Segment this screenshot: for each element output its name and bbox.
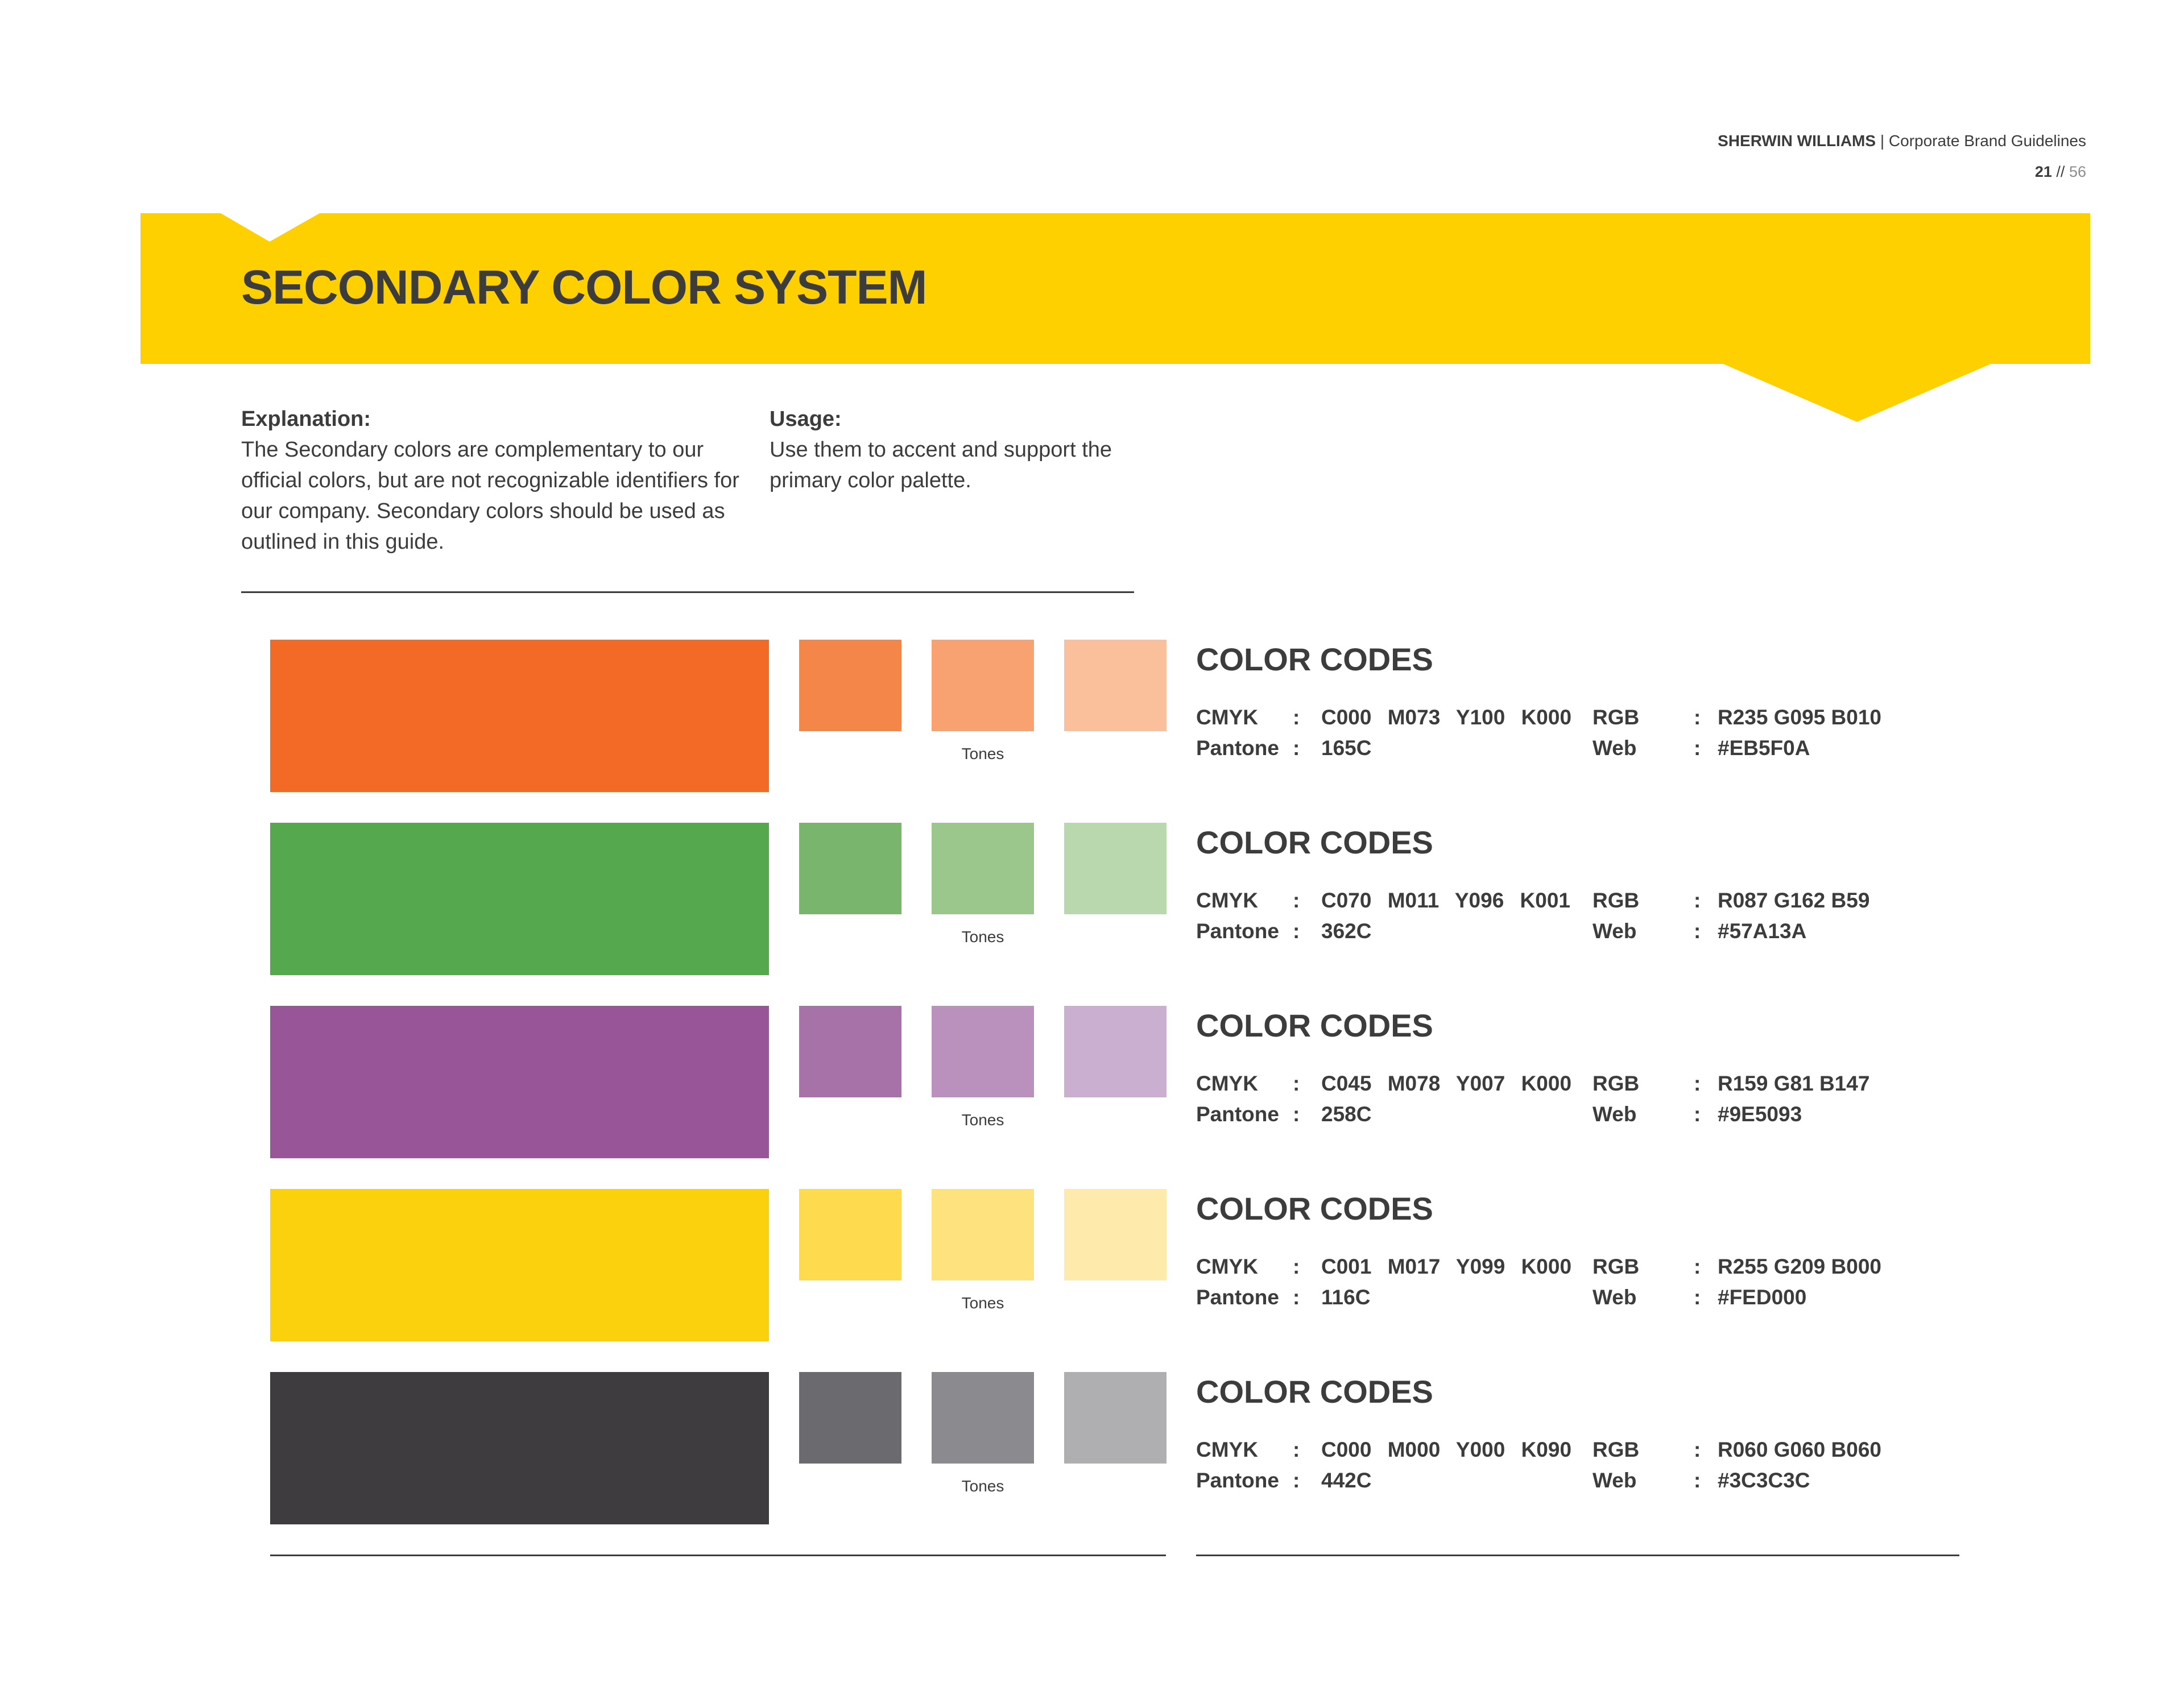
tone-swatch <box>932 1189 1034 1280</box>
color-codes-heading: COLOR CODES <box>1196 641 1433 677</box>
tone-swatch <box>799 640 901 731</box>
color-codes-heading: COLOR CODES <box>1196 1008 1433 1043</box>
web-value: #3C3C3C <box>1718 1469 1810 1492</box>
rgb-value: R235 G095 B010 <box>1718 706 1881 729</box>
cmyk-rgb-line <box>1196 1251 2106 1282</box>
web-label: Web <box>1592 736 1637 760</box>
tone-swatch <box>932 640 1034 731</box>
color-codes-heading: COLOR CODES <box>1196 824 1433 860</box>
rgb-label: RGB <box>1592 1438 1640 1461</box>
page-slashes: // <box>2056 163 2065 180</box>
pantone-label: Pantone <box>1196 1102 1279 1126</box>
cmyk-value: C045 M078 Y007 K000 <box>1321 1072 1572 1095</box>
tone-swatch <box>799 1189 901 1280</box>
colon: : <box>1293 1286 1300 1309</box>
tones-label: Tones <box>961 928 1004 946</box>
usage-heading: Usage: <box>770 407 842 431</box>
banner-shape <box>140 213 2090 422</box>
tone-swatch <box>799 1006 901 1097</box>
tone-swatch <box>1064 1372 1167 1464</box>
rgb-label: RGB <box>1592 889 1640 912</box>
cmyk-label: CMYK <box>1196 1255 1258 1278</box>
title-banner <box>0 0 2184 432</box>
tone-swatch <box>932 823 1034 914</box>
colon: : <box>1694 1102 1701 1126</box>
cmyk-rgb-line <box>1196 1435 2106 1465</box>
web-label: Web <box>1592 1469 1637 1492</box>
page-total: 56 <box>2069 163 2086 180</box>
pantone-web-line <box>1196 1465 2106 1496</box>
colon: : <box>1293 1438 1300 1461</box>
colon: : <box>1694 1072 1701 1095</box>
web-value: #57A13A <box>1718 919 1807 943</box>
tone-swatch <box>1064 640 1167 731</box>
tone-swatch <box>932 1372 1034 1464</box>
pantone-value: 258C <box>1321 1102 1372 1126</box>
usage-block <box>770 404 1134 496</box>
web-label: Web <box>1592 1286 1637 1309</box>
explanation-text: The Secondary colors are complementary to our official colors, but are not recognizable identifiers for our company. Secondary colors should be used as outlined in this guide. <box>241 438 739 554</box>
colon: : <box>1694 1469 1701 1492</box>
rgb-label: RGB <box>1592 706 1640 729</box>
rgb-value: R255 G209 B000 <box>1718 1255 1881 1278</box>
color-codes-heading: COLOR CODES <box>1196 1191 1433 1226</box>
color-codes-heading: COLOR CODES <box>1196 1374 1433 1410</box>
swatch-row-charcoal <box>0 1372 2184 1526</box>
colon: : <box>1694 706 1701 729</box>
main-swatch <box>270 640 769 792</box>
colon: : <box>1293 1469 1300 1492</box>
cmyk-value: C070 M011 Y096 K001 <box>1321 889 1571 912</box>
tone-swatch <box>1064 823 1167 914</box>
page-title: SECONDARY COLOR SYSTEM <box>241 260 927 314</box>
tones-label: Tones <box>961 1111 1004 1129</box>
usage-text: Use them to accent and support the primary color palette. <box>770 438 1112 492</box>
colon: : <box>1293 1255 1300 1278</box>
document-title: Corporate Brand Guidelines <box>1888 132 2086 150</box>
web-label: Web <box>1592 1102 1637 1126</box>
web-value: #FED000 <box>1718 1286 1807 1309</box>
cmyk-label: CMYK <box>1196 889 1258 912</box>
cmyk-value: C000 M073 Y100 K000 <box>1321 706 1572 729</box>
swatch-row-orange <box>0 640 2184 793</box>
cmyk-label: CMYK <box>1196 706 1258 729</box>
header-separator: | <box>1880 132 1885 150</box>
tone-swatch <box>1064 1189 1167 1280</box>
pantone-value: 116C <box>1321 1286 1371 1309</box>
pantone-value: 442C <box>1321 1469 1372 1492</box>
colon: : <box>1694 889 1701 912</box>
explanation-heading: Explanation: <box>241 407 371 431</box>
page-current: 21 <box>2034 163 2052 180</box>
web-value: #9E5093 <box>1718 1102 1802 1126</box>
pantone-value: 362C <box>1321 919 1372 943</box>
web-label: Web <box>1592 919 1637 943</box>
colon: : <box>1293 919 1300 943</box>
explanation-block <box>241 404 742 557</box>
colon: : <box>1293 736 1300 760</box>
cmyk-label: CMYK <box>1196 1072 1258 1095</box>
tone-swatch <box>1064 1006 1167 1097</box>
cmyk-value: C001 M017 Y099 K000 <box>1321 1255 1572 1278</box>
swatch-row-yellow <box>0 1189 2184 1342</box>
rgb-label: RGB <box>1592 1072 1640 1095</box>
tones-label: Tones <box>961 745 1004 762</box>
tone-swatch <box>799 1372 901 1464</box>
pantone-label: Pantone <box>1196 1286 1279 1309</box>
rgb-label: RGB <box>1592 1255 1640 1278</box>
main-swatch <box>270 823 769 975</box>
rgb-value: R159 G81 B147 <box>1718 1072 1870 1095</box>
tones-label: Tones <box>961 1294 1004 1312</box>
divider-bottom-right <box>1196 1555 1959 1556</box>
divider-bottom-left <box>270 1555 1166 1556</box>
pantone-label: Pantone <box>1196 919 1279 943</box>
cmyk-rgb-line <box>1196 702 2106 733</box>
web-value: #EB5F0A <box>1718 736 1810 760</box>
colon: : <box>1293 706 1300 729</box>
swatch-row-purple <box>0 1006 2184 1159</box>
tone-swatch <box>932 1006 1034 1097</box>
colon: : <box>1694 736 1701 760</box>
tone-swatch <box>799 823 901 914</box>
brand-name: SHERWIN WILLIAMS <box>1718 132 1876 150</box>
pantone-label: Pantone <box>1196 1469 1279 1492</box>
rgb-value: R087 G162 B59 <box>1718 889 1870 912</box>
pantone-web-line <box>1196 1282 2106 1313</box>
main-swatch <box>270 1189 769 1341</box>
colon: : <box>1694 919 1701 943</box>
pantone-web-line <box>1196 733 2106 764</box>
pantone-value: 165C <box>1321 736 1372 760</box>
tones-label: Tones <box>961 1477 1004 1495</box>
pantone-web-line <box>1196 916 2106 947</box>
rgb-value: R060 G060 B060 <box>1718 1438 1881 1461</box>
colon: : <box>1293 889 1300 912</box>
colon: : <box>1694 1286 1701 1309</box>
cmyk-rgb-line <box>1196 885 2106 916</box>
pantone-web-line <box>1196 1099 2106 1130</box>
cmyk-label: CMYK <box>1196 1438 1258 1461</box>
cmyk-value: C000 M000 Y000 K090 <box>1321 1438 1572 1461</box>
main-swatch <box>270 1372 769 1524</box>
colon: : <box>1293 1072 1300 1095</box>
colon: : <box>1694 1255 1701 1278</box>
colon: : <box>1694 1438 1701 1461</box>
divider-top <box>241 591 1134 593</box>
colon: : <box>1293 1102 1300 1126</box>
cmyk-rgb-line <box>1196 1068 2106 1099</box>
main-swatch <box>270 1006 769 1158</box>
swatch-row-green <box>0 823 2184 976</box>
pantone-label: Pantone <box>1196 736 1279 760</box>
